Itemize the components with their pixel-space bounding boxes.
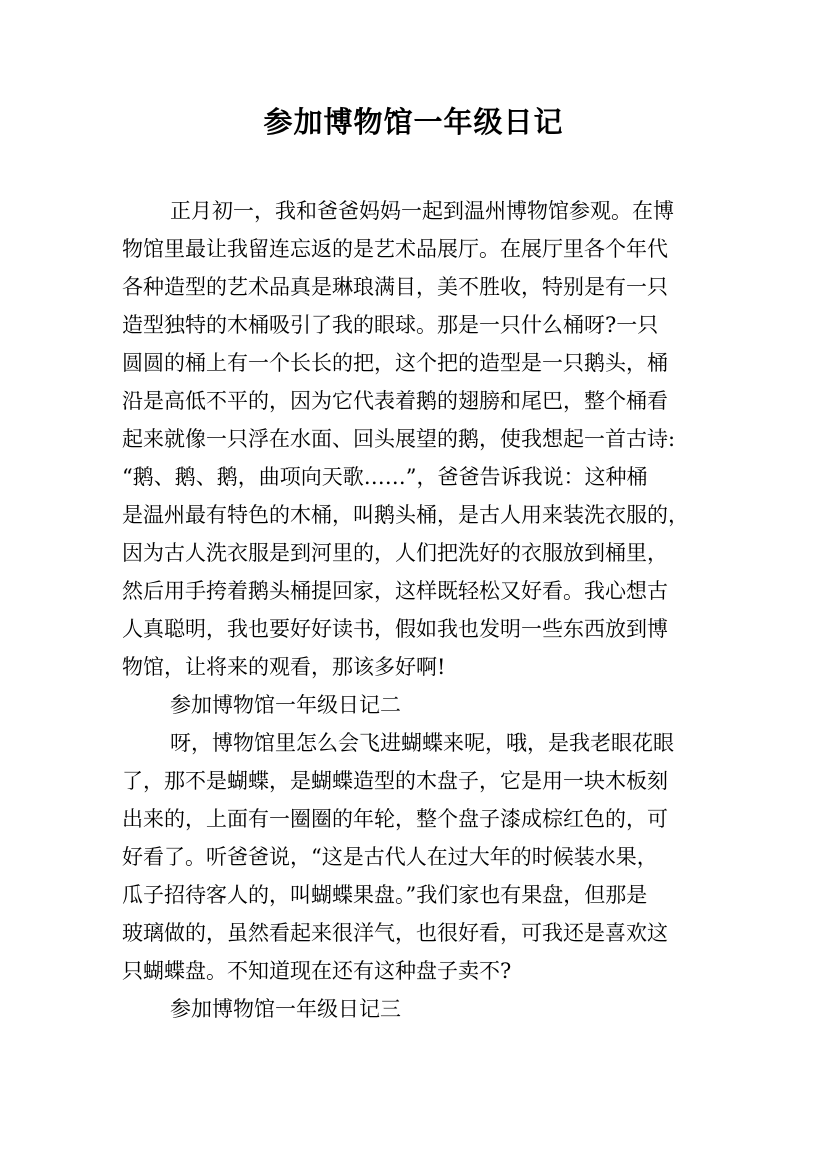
paragraph-line: 玻璃做的，虽然看起来很洋气，也很好看，可我还是喜欢这 [122, 921, 668, 945]
paragraph-line: 了，那不是蝴蝶，是蝴蝶造型的木盘子，它是用一块木板刻 [122, 769, 668, 793]
paragraph-line: 沿是高低不平的，因为它代表着鹅的翅膀和尾巴，整个桶看 [122, 389, 668, 413]
paragraph-line: 正月初一，我和爸爸妈妈一起到温州博物馆参观。在博 [170, 199, 674, 223]
section-heading: 参加博物馆一年级日记三 [170, 997, 401, 1021]
paragraph-line: 物馆里最让我留连忘返的是艺术品展厅。在展厅里各个年代 [122, 237, 668, 261]
section-heading: 参加博物馆一年级日记二 [170, 693, 401, 717]
paragraph-line: 只蝴蝶盘。不知道现在还有这种盘子卖不? [122, 959, 512, 983]
paragraph-line: 然后用手挎着鹅头桶提回家，这样既轻松又好看。我心想古 [122, 579, 668, 603]
paragraph-line: 造型独特的木桶吸引了我的眼球。那是一只什么桶呀?一只 [122, 313, 659, 337]
paragraph-line: 是温州最有特色的木桶，叫鹅头桶，是古人用来装洗衣服的， [122, 503, 689, 527]
paragraph-line: 呀，博物馆里怎么会飞进蝴蝶来呢，哦，是我老眼花眼 [170, 731, 674, 755]
paragraph-line: 出来的，上面有一圈圈的年轮，整个盘子漆成棕红色的，可 [122, 807, 668, 831]
paragraph-line: 圆圆的桶上有一个长长的把，这个把的造型是一只鹅头，桶 [122, 351, 668, 375]
paragraph-line: 瓜子招待客人的，叫蝴蝶果盘。”我们家也有果盘，但那是 [122, 883, 648, 907]
paragraph-line: 好看了。听爸爸说，“这是古代人在过大年的时候装水果， [122, 845, 658, 869]
paragraph-line: “鹅、鹅、鹅，曲项向天歌……”，爸爸告诉我说：这种桶 [122, 465, 648, 489]
document-title: 参加博物馆一年级日记 [263, 105, 564, 139]
document-body [122, 192, 712, 1028]
paragraph-line: 起来就像一只浮在水面、回头展望的鹅，使我想起一首古诗: [122, 427, 676, 451]
paragraph-line: 各种造型的艺术品真是琳琅满目，美不胜收，特别是有一只 [122, 275, 668, 299]
paragraph-line: 因为古人洗衣服是到河里的，人们把洗好的衣服放到桶里， [122, 541, 668, 565]
paragraph-line: 人真聪明，我也要好好读书，假如我也发明一些东西放到博 [122, 617, 668, 641]
paragraph-line: 物馆，让将来的观看，那该多好啊! [122, 655, 446, 679]
